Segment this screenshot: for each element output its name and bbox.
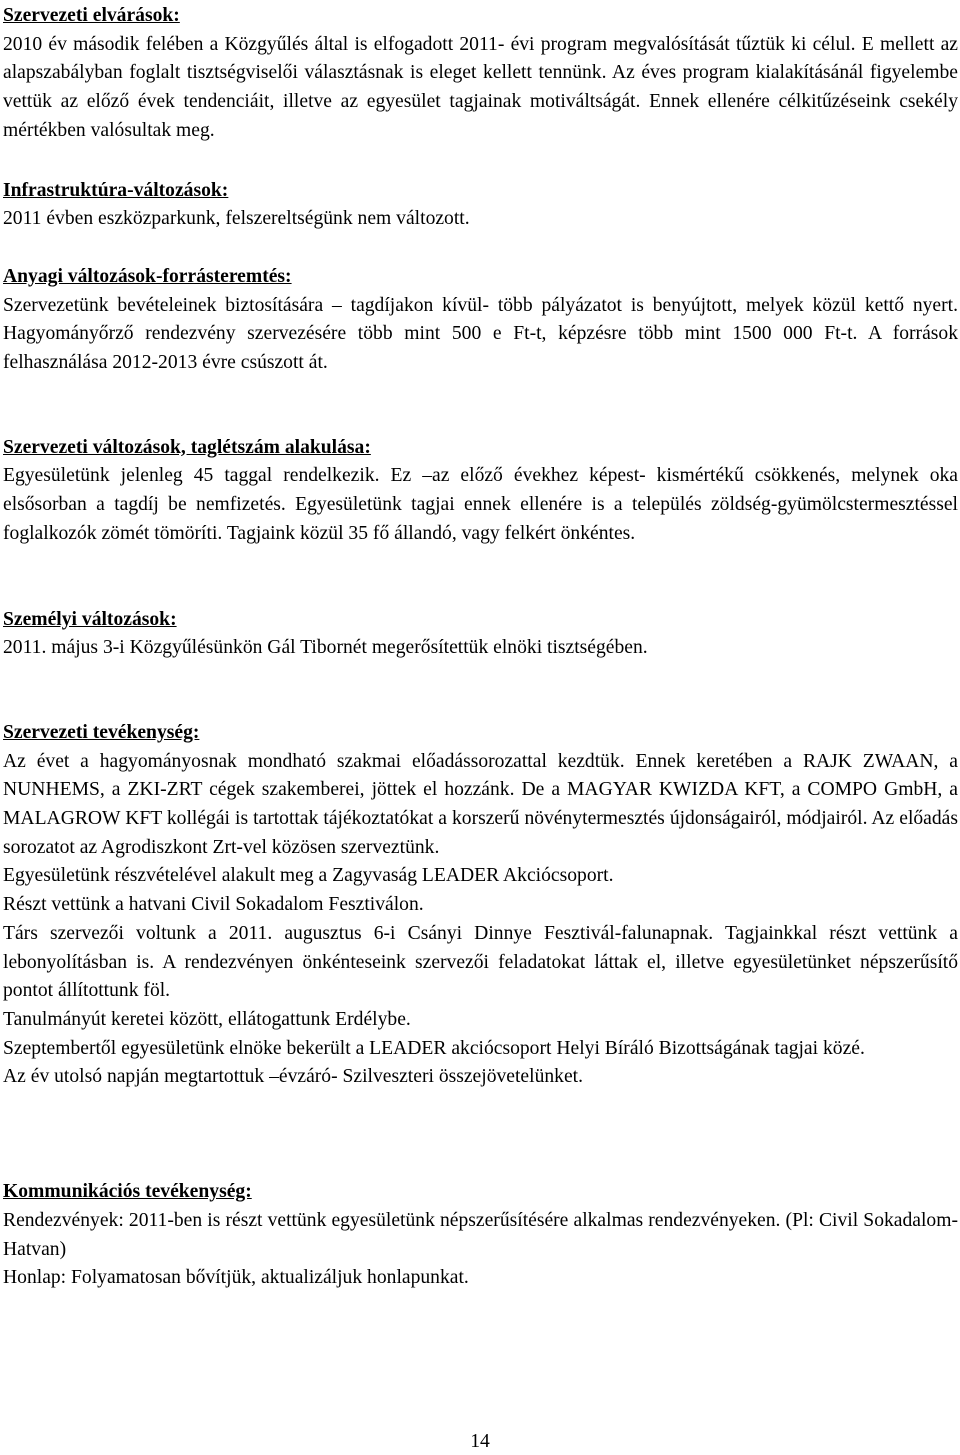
section-paragraph: Egyesületünk részvételével alakult meg a Zagyvaság LEADER Akciócsoport. <box>3 865 614 887</box>
document-page <box>3 2 958 1293</box>
section-paragraph: 2010 év második felében a Közgyűlés által is elfogadott 2011- évi program megvalósítását tűztük ki célul. E mellett az alapszabályban foglalt tisztségviselői választásnak is eleget kellett tennünk. Az éves program kialakításánál figyelembe vettük az előző évek tendenciáit, illetve az egyesület tagjainak motiváltságát. Ennek ellenére célkitűzéseink csekély mértékben valósultak meg. <box>3 33 958 141</box>
section-paragraph: Az év utolsó napján megtartottuk –évzáró- Szilveszteri összejövetelünket. <box>3 1066 584 1088</box>
section-paragraph: 2011 évben eszközparkunk, felszereltségünk nem változott. <box>3 208 470 230</box>
section-paragraph: Honlap: Folyamatosan bővítjük, aktualizáljuk honlapunkat. <box>3 1267 469 1289</box>
section-paragraph: Társ szervezői voltunk a 2011. augusztus 6-i Csányi Dinnye Fesztivál-falunapnak. Tagjainkkal részt vettünk a lebonyolításban is. A rendezvényen önkénteseink szervezői feladatokat láttak el, illetve egyesületünket népszerűsítő pontot állítottunk föl. <box>3 922 958 1002</box>
section-heading: Szervezeti tevékenység: <box>3 721 200 743</box>
section-szervezeti-elvarasok <box>3 2 958 146</box>
section-paragraph: Az évet a hagyományosnak mondható szakmai előadássorozattal kezdtük. Ennek keretében a RAJK ZWAAN, a NUNHEMS, a ZKI-ZRT cégek szakemberei, jöttek el hozzánk. De a MAGYAR KWIZDA KFT, a COMPO GmbH, a MALAGROW KFT kollégái is tartottak tájékoztatókat a korszerű növénytermesztés újdonságairól, módjairól. Az előadás sorozatot az Agrodiszkont Zrt-vel közösen szerveztünk. <box>3 750 958 858</box>
page-number: 14 <box>470 1431 490 1452</box>
section-anyagi-valtozasok <box>3 263 958 378</box>
section-heading: Szervezeti elvárások: <box>3 5 180 26</box>
section-heading: Anyagi változások-forrásteremtés: <box>3 265 292 287</box>
section-szervezeti-valtozasok <box>3 434 958 549</box>
section-heading: Infrastruktúra-változások: <box>3 179 229 201</box>
section-szemelyi-valtozasok <box>3 606 958 663</box>
section-heading: Kommunikációs tevékenység: <box>3 1181 252 1203</box>
section-paragraph: 2011. május 3-i Közgyűlésünkön Gál Tibornét megerősítettük elnöki tisztségében. <box>3 637 648 659</box>
section-kommunikacios-tevekenyseg <box>3 1178 958 1293</box>
section-paragraph: Rendezvények: 2011-ben is részt vettünk egyesületünk népszerűsítésére alkalmas rendezvényeken. (Pl: Civil Sokadalom-Hatvan) <box>3 1209 958 1260</box>
section-infrastruktura <box>3 177 958 234</box>
section-paragraph: Részt vettünk a hatvani Civil Sokadalom Fesztiválon. <box>3 894 424 916</box>
section-heading: Személyi változások: <box>3 608 177 630</box>
section-heading: Szervezeti változások, taglétszám alakulása: <box>3 436 371 458</box>
section-paragraph: Szeptembertől egyesületünk elnöke bekerült a LEADER akciócsoport Helyi Bíráló Bizottságának tagjai közé. <box>3 1037 865 1059</box>
section-paragraph: Szervezetünk bevételeinek biztosítására – tagdíjakon kívül- több pályázatot is benyújtott, melyek közül kettő nyert. Hagyományőrző rendezvény szervezésére több mint 500 e Ft-t, képzésre több mint 1500 000 Ft-t. A források felhasználása 2012-2013 évre csúszott át. <box>3 294 958 374</box>
section-paragraph: Tanulmányút keretei között, ellátogattunk Erdélybe. <box>3 1008 411 1030</box>
section-paragraph: Egyesületünk jelenleg 45 taggal rendelkezik. Ez –az előző évekhez képest- kismértékű csökkenés, melynek oka elsősorban a tagdíj be nemfizetés. Egyesületünk tagjai ennek ellenére is a település zöldség-gyümölcstermesztéssel foglalkozók zömét tömöríti. Tagjaink közül 35 fő állandó, vagy felkért önkéntes. <box>3 465 958 544</box>
section-szervezeti-tevekenyseg <box>3 719 958 1092</box>
